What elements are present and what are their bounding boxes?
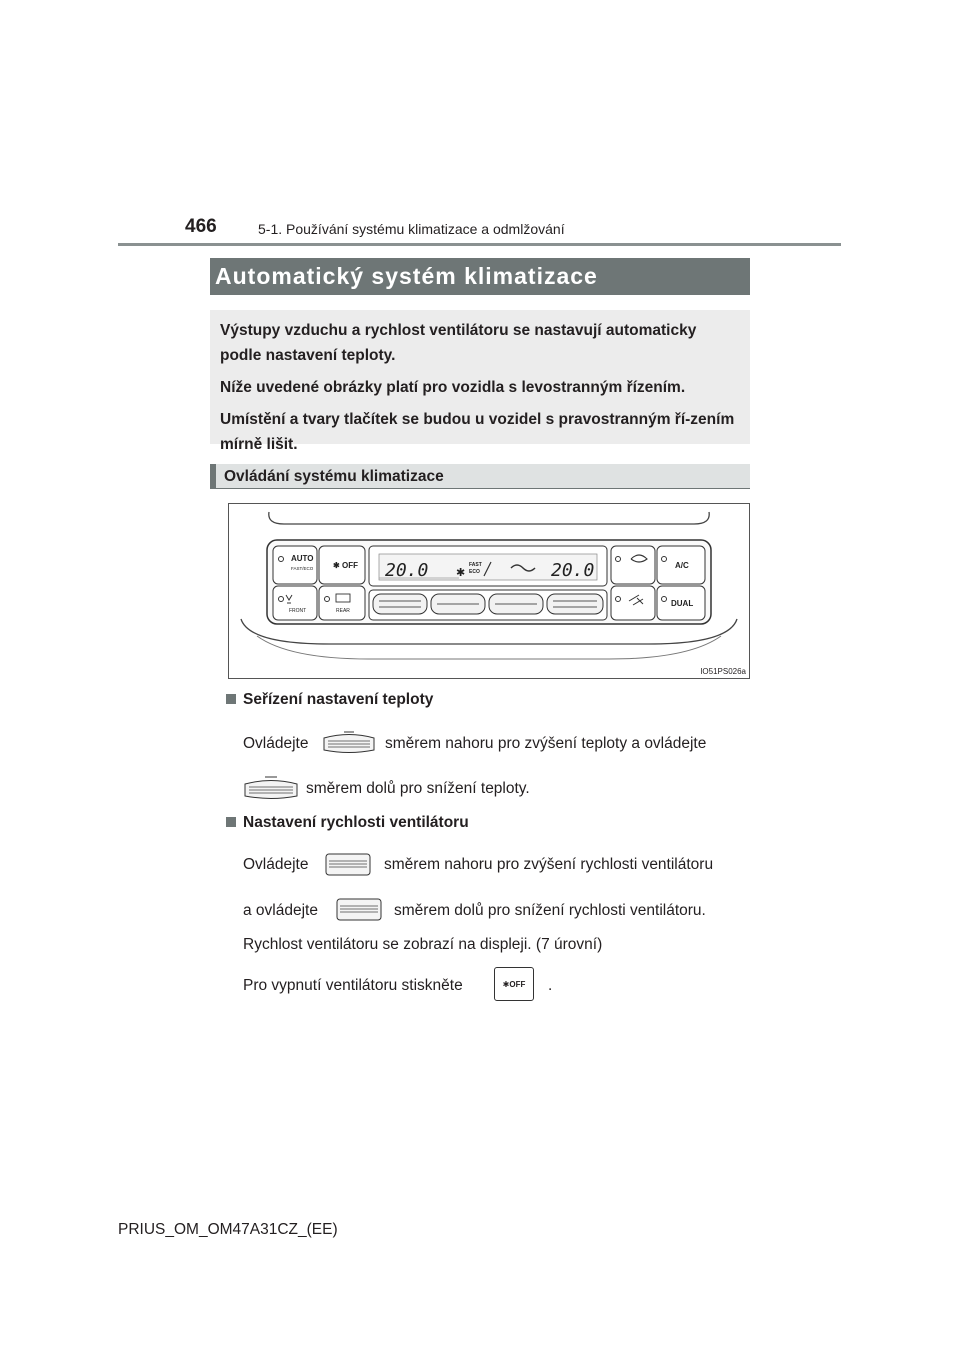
temp-line2-after: směrem dolů pro snížení teploty.	[306, 780, 530, 797]
fan-heading	[226, 814, 469, 832]
intro-box	[210, 310, 750, 453]
temp-heading-text: Seřízení nastavení teploty	[243, 691, 434, 708]
section-title: Automatický systém klimatizace	[210, 258, 750, 295]
front-defog-button-label: FRONT	[289, 608, 307, 614]
fan-off-button-icon	[494, 967, 534, 1001]
fan-line1-before: Ovládejte	[243, 856, 309, 873]
subsection-title: Ovládání systému klimatizace	[210, 464, 750, 489]
fan-line2-before: a ovládejte	[243, 902, 318, 919]
fan-glyph-icon: ✱	[502, 980, 510, 989]
fan-line2-after: směrem dolů pro snížení rychlosti ventilátoru.	[394, 902, 706, 919]
bullet-square-icon	[226, 817, 236, 827]
fan-off-button-label: OFF	[342, 561, 358, 570]
temp-line1-after: směrem nahoru pro zvýšení teploty a ovládejte	[385, 735, 707, 752]
page-number: 466	[185, 216, 217, 237]
dual-button-label: DUAL	[671, 599, 694, 608]
figure-code: IO51PS026a	[700, 667, 746, 676]
fan-heading-text: Nastavení rychlosti ventilátoru	[243, 814, 469, 831]
climate-panel-figure	[228, 503, 750, 679]
header-rule	[118, 243, 841, 246]
temp-rocker-up-icon	[322, 728, 376, 758]
temp-heading	[226, 691, 433, 709]
document-footer: PRIUS_OM_OM47A31CZ_(EE)	[118, 1221, 338, 1238]
intro-paragraph: Výstupy vzduchu a rychlost ventilátoru se nastavují automaticky podle nastavení teploty.	[220, 322, 697, 364]
fan-rocker-down-icon	[336, 896, 382, 924]
left-temperature: 20.0	[385, 560, 429, 581]
chapter-title: 5-1. Používání systému klimatizace a odmlžování	[258, 221, 565, 237]
fan-line3: Rychlost ventilátoru se zobrazí na displeji. (7 úrovní)	[243, 936, 603, 953]
fan-line1-after: směrem nahoru pro zvýšení rychlosti ventilátoru	[384, 856, 714, 873]
svg-text:✱: ✱	[333, 561, 340, 570]
display-fast: FAST	[469, 562, 482, 568]
rear-defog-button-label: REAR	[336, 608, 350, 614]
auto-button-sublabel: FAST/ECO	[291, 566, 314, 571]
temp-line1-before: Ovládejte	[243, 735, 309, 752]
fan-off-icon-label: OFF	[509, 980, 526, 989]
fan-line4-before: Pro vypnutí ventilátoru stiskněte	[243, 977, 463, 994]
intro-paragraph: Umístění a tvary tlačítek se budou u vozidel s pravostranným ří-zením mírně lišit.	[220, 411, 735, 453]
display-eco: ECO	[469, 569, 480, 575]
temp-rocker-down-icon	[243, 774, 299, 804]
fan-line4-after: .	[548, 977, 553, 994]
svg-text:✱: ✱	[456, 567, 466, 579]
right-temperature: 20.0	[551, 560, 595, 581]
auto-button-label: AUTO	[291, 554, 314, 563]
bullet-square-icon	[226, 694, 236, 704]
climate-panel-illustration	[229, 504, 749, 678]
intro-paragraph: Níže uvedené obrázky platí pro vozidla s levostranným řízením.	[220, 379, 686, 396]
ac-button-label: A/C	[675, 561, 689, 570]
fan-rocker-up-icon	[325, 851, 371, 879]
